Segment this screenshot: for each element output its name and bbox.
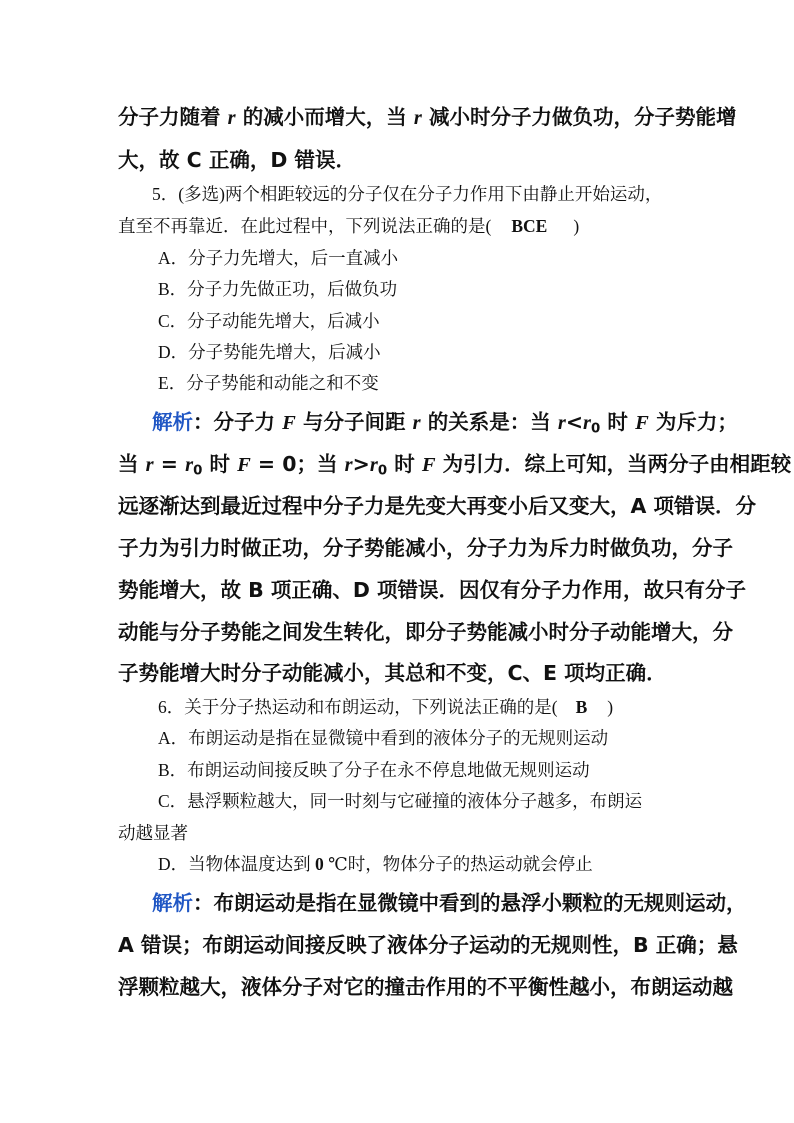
q5-option-b: B．分子力先做正功，后做负功	[158, 279, 398, 299]
q5-solution-line-7: 子势能增大时分子动能减小，其总和不变，C、E 项均正确．	[118, 661, 667, 685]
q6-option-b: B．布朗运动间接反映了分子在永不停息地做无规则运动	[158, 760, 590, 780]
q6-option-c-line-1: C．悬浮颗粒越大，同一时刻与它碰撞的液体分子越多，布朗运	[158, 791, 643, 811]
q5-option-c: C．分子动能先增大，后减小	[158, 311, 380, 331]
q5-solution-line-1: 解析：分子力 F 与分子间距 r 的关系是：当 $r<r_0$ 时 F 为斥力；	[152, 410, 738, 437]
q5-stem-line-1: 5．(多选)两个相距较远的分子仅在分子力作用下由静止开始运动，	[152, 184, 663, 204]
q6-stem: 6．关于分子热运动和布朗运动，下列说法正确的是( B )	[158, 697, 614, 717]
q5-solution-line-3: 远逐渐达到最近过程中分子力是先变大再变小后又变大，A 项错误．分	[118, 494, 757, 518]
q5-option-a: A．分子力先增大，后一直减小	[158, 248, 399, 268]
prev-solution-line-2: 大，故 C 正确，D 错误．	[118, 148, 356, 172]
q5-stem-line-2: 直至不再靠近．在此过程中，下列说法正确的是( BCE )	[118, 216, 580, 236]
q5-solution-line-2: 当 $r = r_0$ 时 F = 0；当 $r>r_0$ 时 F 为引力．综上可知，当两分子由相距较	[118, 452, 792, 479]
q5-solution-line-5: 势能增大，故 B 项正确、D 项错误．因仅有分子力作用，故只有分子	[118, 578, 747, 602]
q6-solution-line-1: 解析：布朗运动是指在显微镜中看到的悬浮小颗粒的无规则运动，	[152, 891, 747, 915]
q6-solution-line-2: A 错误；布朗运动间接反映了液体分子运动的无规则性，B 正确；悬	[118, 933, 738, 957]
q5-solution-line-4: 子力为引力时做正功，分子势能减小，分子力为斥力时做负功，分子	[118, 536, 733, 560]
solution-keyword: 解析	[152, 410, 193, 434]
q5-answer: BCE	[511, 216, 548, 236]
q5-solution-line-6: 动能与分子势能之间发生转化，即分子势能减小时分子动能增大，分	[118, 620, 733, 644]
q6-answer: B	[575, 697, 588, 717]
prev-solution-line-1: 分子力随着 r 的减小而增大，当 r 减小时分子力做负功，分子势能增	[118, 105, 737, 129]
q6-option-d: D．当物体温度达到 0 ℃时，物体分子的热运动就会停止	[158, 854, 593, 874]
q5-option-d: D．分子势能先增大，后减小	[158, 342, 381, 362]
solution-keyword: 解析	[152, 891, 193, 915]
q5-option-e: E．分子势能和动能之和不变	[158, 373, 379, 393]
q6-option-c-line-2: 动越显著	[118, 823, 188, 843]
q6-solution-line-3: 浮颗粒越大，液体分子对它的撞击作用的不平衡性越小，布朗运动越	[118, 975, 733, 999]
q6-option-a: A．布朗运动是指在显微镜中看到的液体分子的无规则运动	[158, 728, 609, 748]
